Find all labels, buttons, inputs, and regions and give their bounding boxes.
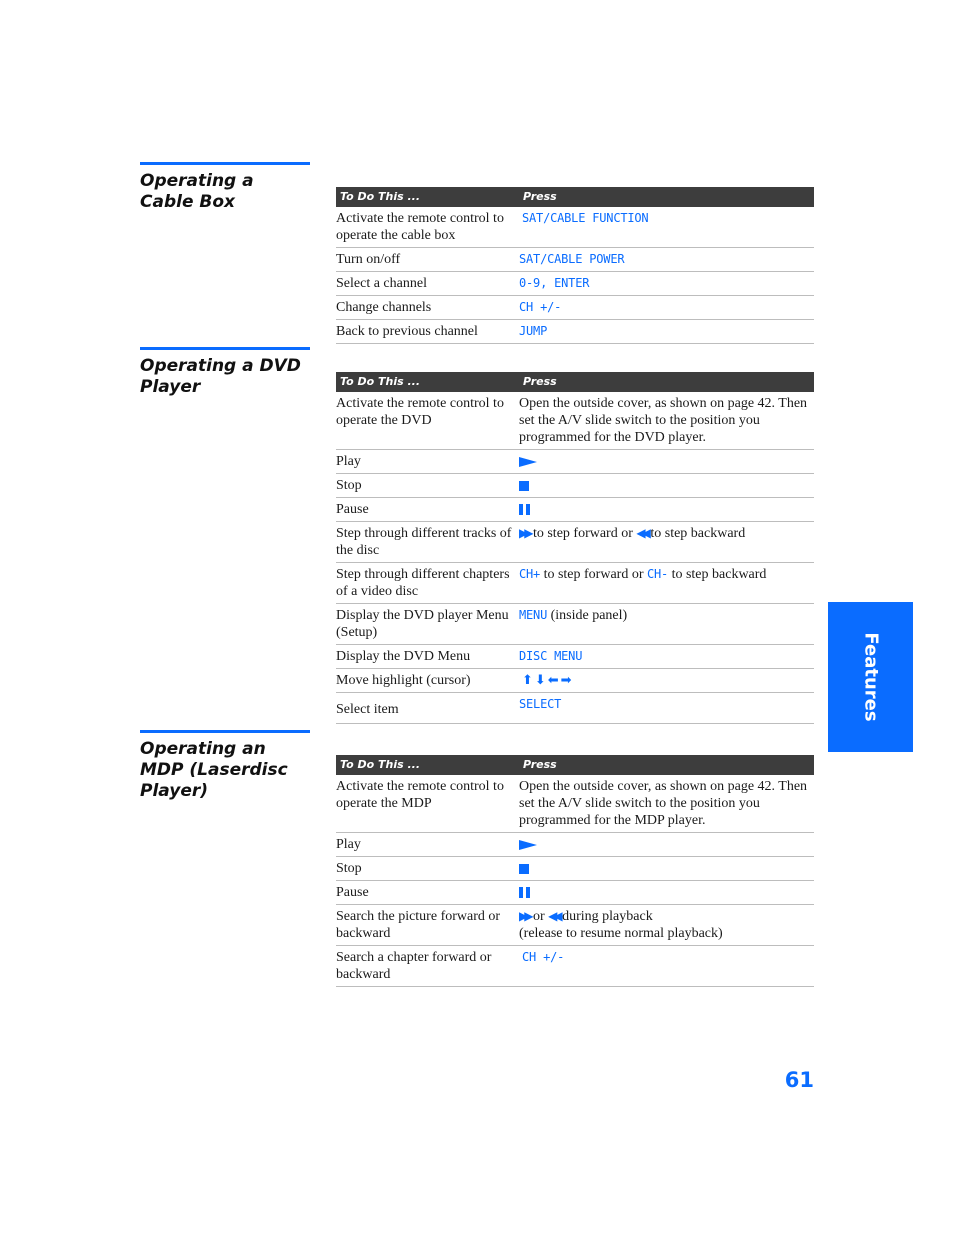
- fast-forward-icon: ▶▶: [519, 526, 530, 541]
- remote-key: SELECT: [519, 697, 562, 711]
- instruction-text: Open the outside cover, as shown on page 42. Then set the A/V slide switch to the position you programmed for the DVD player.: [519, 392, 814, 450]
- section-title-mdp: Operating an MDP (Laserdisc Player): [140, 730, 310, 802]
- remote-key: CH+: [519, 567, 541, 581]
- action-text: Search a chapter forward or backward: [336, 946, 519, 987]
- table-row: [336, 604, 814, 645]
- table-row: [336, 296, 814, 320]
- action-text: Step through different chapters of a video disc: [336, 563, 519, 604]
- remote-key: CH +/-: [522, 950, 565, 965]
- page-number: 61: [784, 1068, 814, 1092]
- section-title-cable-box: Operating a Cable Box: [140, 162, 310, 213]
- action-text: Display the DVD player Menu (Setup): [336, 604, 519, 645]
- table-row: [336, 881, 814, 905]
- mdp-table: [336, 755, 814, 987]
- remote-key: SAT/CABLE POWER: [519, 252, 625, 266]
- table-row: [336, 320, 814, 344]
- table-row: [336, 645, 814, 669]
- table-row: [336, 669, 814, 693]
- instruction-text: to step backward: [650, 526, 746, 541]
- play-icon: [519, 840, 537, 850]
- dvd-player-table: [336, 372, 814, 724]
- action-text: Pause: [336, 498, 519, 522]
- play-icon: [519, 457, 537, 467]
- remote-key: CH +/-: [519, 300, 562, 314]
- remote-key: CH-: [647, 567, 669, 581]
- action-text: Display the DVD Menu: [336, 645, 519, 669]
- action-text: Change channels: [336, 296, 519, 320]
- column-header-press: Press: [519, 372, 814, 392]
- table-row: [336, 563, 814, 604]
- cable-box-table: [336, 187, 814, 344]
- remote-key: DISC MENU: [519, 649, 583, 663]
- action-text: Pause: [336, 881, 519, 905]
- table-row: [336, 248, 814, 272]
- table-row: [336, 833, 814, 857]
- column-header-press: Press: [519, 187, 814, 207]
- action-text: Select item: [336, 693, 519, 724]
- stop-icon: [519, 481, 529, 491]
- instruction-text: to step forward or: [532, 526, 633, 541]
- table-row: [336, 207, 814, 248]
- remote-key: 0-9, ENTER: [519, 276, 590, 290]
- section-title-dvd-player: Operating a DVD Player: [140, 347, 310, 398]
- table-row: [336, 946, 814, 987]
- table-row: [336, 522, 814, 563]
- instruction-text: to step forward or: [543, 567, 644, 582]
- table-row: [336, 693, 814, 724]
- table-row: [336, 905, 814, 946]
- table-row: [336, 450, 814, 474]
- table-row: [336, 857, 814, 881]
- action-text: Play: [336, 450, 519, 474]
- action-text: Select a channel: [336, 272, 519, 296]
- fast-forward-icon: ▶▶: [519, 909, 530, 924]
- action-text: Search the picture forward or backward: [336, 905, 519, 946]
- column-header-to-do: To Do This ...: [336, 187, 519, 207]
- instruction-text: to step backward: [671, 567, 767, 582]
- column-header-to-do: To Do This ...: [336, 372, 519, 392]
- action-text: Step through different tracks of the disc: [336, 522, 519, 563]
- instruction-text: or: [532, 909, 545, 924]
- rewind-icon: ◀◀: [636, 526, 647, 541]
- action-text: Turn on/off: [336, 248, 519, 272]
- remote-key: SAT/CABLE FUNCTION: [522, 211, 649, 225]
- instruction-text: (inside panel): [550, 608, 628, 623]
- action-text: Activate the remote control to operate the MDP: [336, 775, 519, 833]
- action-text: Stop: [336, 857, 519, 881]
- column-header-press: Press: [519, 755, 814, 775]
- rewind-icon: ◀◀: [548, 909, 559, 924]
- action-text: Activate the remote control to operate the cable box: [336, 207, 519, 248]
- action-text: Back to previous channel: [336, 320, 519, 344]
- table-row: [336, 775, 814, 833]
- action-text: Play: [336, 833, 519, 857]
- table-row: [336, 272, 814, 296]
- arrow-keys-icon: ⬆⬇⬅➡: [522, 673, 574, 688]
- remote-key: JUMP: [519, 324, 548, 338]
- pause-icon: [519, 887, 530, 898]
- action-text: Move highlight (cursor): [336, 669, 519, 693]
- side-tab-label: Features: [860, 632, 881, 722]
- stop-icon: [519, 864, 529, 874]
- table-row: [336, 392, 814, 450]
- instruction-text: (release to resume normal playback): [519, 926, 723, 942]
- instruction-text: Open the outside cover, as shown on page 42. Then set the A/V slide switch to the position you programmed for the MDP player.: [519, 775, 814, 833]
- table-row: [336, 498, 814, 522]
- remote-key: MENU: [519, 608, 548, 622]
- features-side-tab: [828, 602, 913, 752]
- instruction-text: during playback: [562, 909, 653, 924]
- pause-icon: [519, 504, 530, 515]
- action-text: Stop: [336, 474, 519, 498]
- column-header-to-do: To Do This ...: [336, 755, 519, 775]
- table-row: [336, 474, 814, 498]
- action-text: Activate the remote control to operate the DVD: [336, 392, 519, 450]
